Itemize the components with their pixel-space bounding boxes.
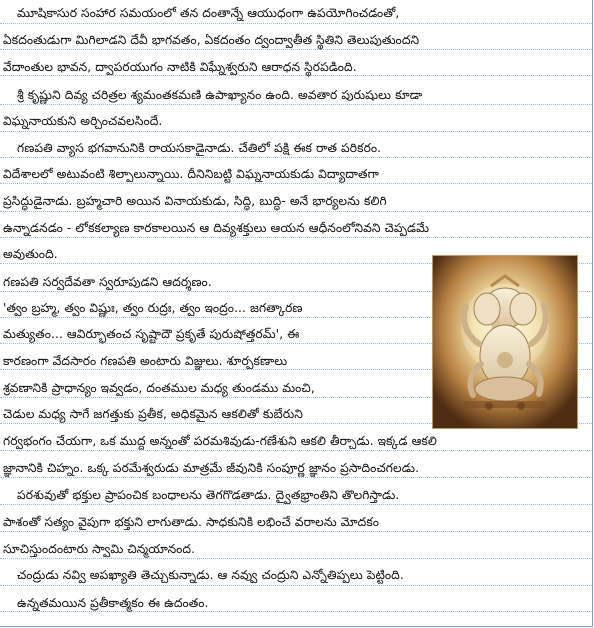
text-line-8: ప్రసిద్ధుడైనాడు. బ్రహ్మచారి అయిన వినాయకుడు, సిద్ధి, బుద్ధి- అనే భార్యలను కలిగి (3, 194, 387, 208)
text-line-9: ఉన్నాడనడం - లోకకల్యాణ కారకాలయిన ఆ దివ్యశక్తులు ఆయన ఆధీనంలోనివని చెప్పడమే (3, 221, 430, 235)
text-line-22: చంద్రుడు నవ్వి అపఖ్యాతి తెచ్చుకున్నాడు. ఆ నవ్వు చంద్రుని ఎన్నోతిప్పలు పెట్టింది. (17, 568, 404, 582)
text-line-16: చెడుల మధ్య సాగే జగత్తుకు ప్రతీక, అధికమైన ఆకలితో కుబేరుని (3, 407, 303, 421)
text-line-23: ఉన్నతమయిన ప్రతీకాత్మకం ఈ ఉదంతం. (17, 596, 209, 610)
text-line-12: 'త్వం బ్రహ్మ, త్వం విష్ణుః, త్వం రుద్రః, త్వం ఇంద్రం... జగత్కారణ (3, 301, 303, 315)
text-line-7: విదేశాలలో అటువంటి శిల్పాలున్నాయి. దీనినిబట్టి విఘ్ననాయకుడు విద్యాదాతగా (3, 167, 379, 181)
text-line-11: గణపతి సర్వదేవతా స్వరూపుడని ఆదర్శణం. (3, 275, 212, 289)
text-line-17: గర్వభంగం చేయగా, ఒక ముద్ద అన్నంతో పరమశివుడు-గణేశుని ఆకలి తీర్చాడు. ఇక్కడ ఆకలి (3, 434, 437, 448)
text-line-6: గణపతి వ్యాస భగవానునికి రాయసకాడైనాడు. చేతిలో పక్షి ఈక రాత పరికరం. (17, 141, 382, 155)
text-line-5: విఘ్ననాయకుని అర్చించవలసిందే. (3, 114, 163, 128)
text-line-13: మత్యుతం... ఆవిర్భూతంచ సృష్టాదౌ ప్రకృతే పురుషోత్తరమ్', ఈ (3, 327, 300, 341)
text-line-18: జ్ఞానానికి చిహ్నం. ఒక్క పరమేశ్వరుడు మాత్రమే జీవునికి సంపూర్ణ జ్ఞానం ప్రసాదించగలడు. (3, 461, 420, 475)
text-line-4: శ్రీ కృష్ణుని దివ్య చరిత్రల శ్యమంతకమణి ఉపాఖ్యానం ఉంది. అవతార పురుషులు కూడా (17, 88, 423, 102)
text-line-20: పాశంతో సత్యం వైపుగా భక్తుని లాగుతాడు. సాధకునికి లభించే వరాలను మోదకం (3, 515, 380, 529)
text-line-1: మూషికాసుర సంహార సమయంలో తన దంతాన్నే ఆయుధంగా ఉపయోగించడంతో, (17, 6, 400, 20)
text-line-10: అవుతుంది. (3, 247, 58, 261)
ganesha-photo (432, 255, 578, 429)
text-line-15: శ్రవణానికి ప్రాధాన్యం ఇవ్వడం, దంతముల మధ్య తుండము మంచి, (3, 381, 315, 395)
ganesha-icon (433, 256, 577, 428)
text-line-2: ఏకదంతుడుగా మిగిలాడని దేవీ భాగవతం, ఏకదంతం ద్వంద్వాతీత స్థితిని తెలుపుతుందని (3, 33, 420, 47)
text-line-3: వేదాంతుల భావన, ద్వాపరయుగం నాటికి విఘ్నేశ్వరుని ఆరాధన స్థిరపడింది. (3, 60, 357, 74)
text-line-14: కారణంగా వేదసారం గణపతి అంటారు విజ్ఞులు. శూర్పకణాలు (3, 354, 288, 368)
text-line-19: పరశువుతో భక్తుల ప్రాపంచిక బంధాలను తెగగొడతాడు. ద్వైతభ్రాంతిని తొలగిస్తాడు. (17, 488, 400, 502)
text-line-21: సూచిస్తుందంటారు స్వామి చిన్మయానంద. (3, 542, 196, 556)
